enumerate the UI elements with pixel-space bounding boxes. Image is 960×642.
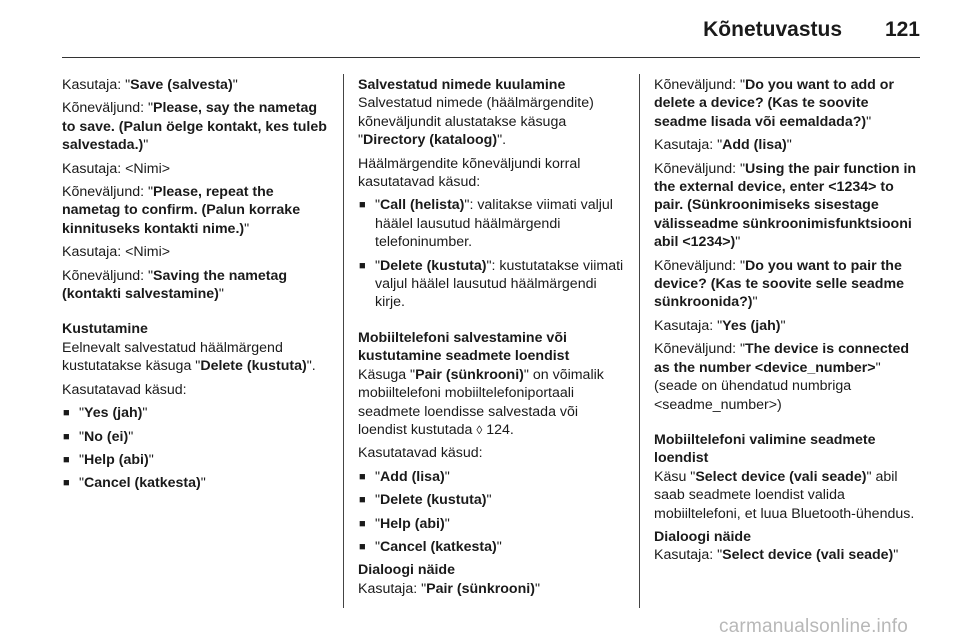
section-heading: Mobiiltelefoni salvestamine või kustutamine seadmete loendist bbox=[358, 329, 570, 365]
dialog-line: Kõneväljund: "The device is connected as the number <device_number>" (seade on ühendatud numbriga <seadme_number>) bbox=[654, 341, 910, 413]
command-list bbox=[62, 404, 330, 493]
column-divider bbox=[343, 74, 344, 608]
dialog-line: Kasutaja: "Add (lisa)" bbox=[654, 137, 792, 154]
dialog-line: Kasutaja: "Select device (vali seade)" bbox=[654, 547, 899, 564]
list-item: ■ "Add (lisa)" bbox=[358, 468, 626, 486]
dialog-line: Kõneväljund: "Please, repeat the nametag to confirm. (Palun korrake kinnituseks kontakti nime.)" bbox=[62, 184, 301, 237]
paragraph: Eelnevalt salvestatud häälmärgend kustutatakse käsuga "Delete (kustuta)". bbox=[62, 339, 316, 375]
page-number: 121 bbox=[884, 18, 920, 41]
list-item: ■ "Help (abi)" bbox=[62, 451, 330, 469]
column-1 bbox=[62, 76, 330, 498]
command-list bbox=[358, 468, 626, 557]
command-list bbox=[358, 196, 626, 311]
dialog-line: Kasutaja: "Pair (sünkrooni)" bbox=[358, 580, 540, 597]
list-item: ■ "Delete (kustuta)" bbox=[358, 491, 626, 509]
paragraph: Kasutatavad käsud: bbox=[62, 381, 187, 398]
paragraph: Salvestatud nimede (häälmärgendite) kõneväljundit alustatakse käsuga "Directory (kataloog)". bbox=[358, 95, 594, 149]
column-3 bbox=[654, 76, 922, 570]
list-item: ■ "Cancel (katkesta)" bbox=[62, 474, 330, 492]
dialog-line: Kõneväljund: "Please, say the nametag to save. (Palun öelge kontakt, kes tuleb salvestada.)" bbox=[62, 100, 327, 154]
dialog-line: Kasutaja: <Nimi> bbox=[62, 160, 171, 177]
list-item: ■ "Yes (jah)" bbox=[62, 404, 330, 422]
section-heading: Mobiiltelefoni valimine seadmete loendist bbox=[654, 431, 876, 467]
section-heading: Salvestatud nimede kuulamine bbox=[358, 77, 566, 93]
column-divider bbox=[639, 74, 640, 608]
dialog-line: Kasutaja: "Yes (jah)" bbox=[654, 317, 786, 334]
paragraph: Häälmärgendite kõneväljundi korral kasutatavad käsud: bbox=[358, 155, 581, 191]
dialog-line: Kõneväljund: "Saving the nametag (kontakti salvestamine)" bbox=[62, 267, 288, 303]
dialog-line: Kasutaja: "Save (salvesta)" bbox=[62, 77, 238, 93]
list-item: ■ "No (ei)" bbox=[62, 428, 330, 446]
dialog-line: Kõneväljund: "Using the pair function in the external device, enter <1234> to pair. (Sünkroonimiseks sisestage välisseadme sünkroonimisfunktsiooni abil <1234>)" bbox=[654, 160, 917, 251]
page-title: Kõnetuvastus bbox=[703, 18, 842, 41]
list-item: ■ "Call (helista)": valitakse viimati valjul häälel lausutud häälmärgendi telefoninumber. bbox=[358, 196, 626, 251]
page-reference-icon: ◊ bbox=[476, 422, 483, 437]
list-item: ■ "Cancel (katkesta)" bbox=[358, 538, 626, 556]
dialog-line: Kõneväljund: "Do you want to add or delete a device? (Kas te soovite seadme lisada või eemaldada?)" bbox=[654, 77, 894, 130]
paragraph: Kasutatavad käsud: bbox=[358, 445, 483, 462]
dialog-line: Kõneväljund: "Do you want to pair the device? (Kas te soovite selle seadme sünkroonida?)" bbox=[654, 257, 904, 311]
section-heading: Dialoogi näide bbox=[358, 562, 455, 579]
column-2 bbox=[358, 76, 626, 603]
list-item: ■ "Help (abi)" bbox=[358, 515, 626, 533]
page-header bbox=[0, 0, 960, 60]
paragraph: Käsuga "Pair (sünkrooni)" on võimalik mobiiltelefoni mobiiltelefoniportaali seadmete loendisse salvestada või loendist kustutada ◊ 124. bbox=[358, 366, 604, 438]
paragraph: Käsu "Select device (vali seade)" abil saab seadmete loendist valida mobiiltelefoni, et luua Bluetooth-ühendus. bbox=[654, 468, 915, 522]
header-rule bbox=[62, 57, 920, 58]
watermark: carmanualsonline.info bbox=[718, 616, 908, 637]
section-heading: Kustutamine bbox=[62, 321, 148, 338]
section-heading: Dialoogi näide bbox=[654, 528, 751, 545]
dialog-line: Kasutaja: <Nimi> bbox=[62, 244, 171, 261]
list-item: ■ "Delete (kustuta)": kustutatakse viimati valjul häälel lausutud häälmärgendi kirje. bbox=[358, 257, 626, 312]
